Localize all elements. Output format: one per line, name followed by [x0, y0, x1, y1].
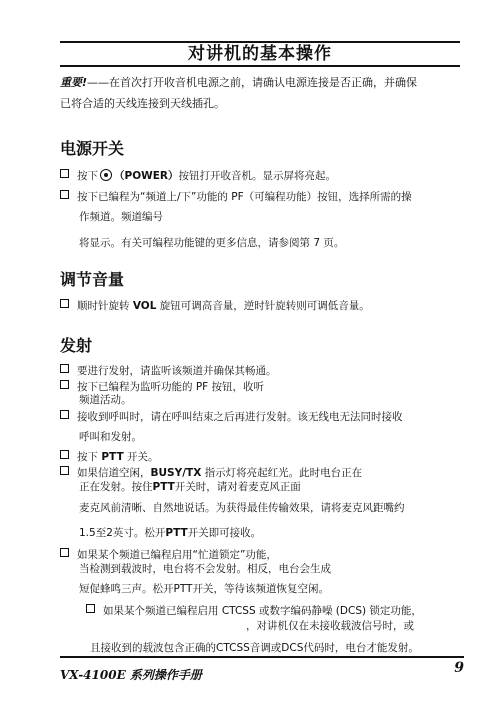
- page-footer: [60, 656, 464, 683]
- checkbox-bullet-icon: [60, 450, 69, 459]
- transmit-subitem-line2: ，对讲机仅在未接收载波信号时，或: [246, 620, 414, 632]
- busy-tx-label: BUSY/TX: [150, 467, 202, 479]
- ptt-label: PTT: [101, 451, 124, 463]
- transmit-item-1: [60, 364, 464, 378]
- ptt-label: PTT: [152, 481, 175, 493]
- page-title: 对讲机的基本操作: [188, 44, 332, 64]
- checkbox-bullet-icon: [60, 299, 69, 308]
- checkbox-bullet-icon: [60, 410, 69, 419]
- transmit-item4-pre: 按下: [77, 451, 102, 463]
- transmit-item6-line1: 如果某个频道已编程启用“忙道锁定”功能，: [77, 549, 277, 561]
- manual-title: VX-4100E 系列操作手册: [60, 668, 202, 682]
- section-heading-transmit: 发射: [60, 336, 93, 355]
- important-label: 重要!: [60, 76, 88, 89]
- transmit-item-2: [60, 380, 464, 394]
- checkbox-bullet-icon: [60, 190, 69, 199]
- power-button-icon: [100, 169, 112, 181]
- transmit-item-3: [60, 410, 464, 424]
- transmit-item-6: [60, 548, 464, 562]
- title-bottom-rule: [60, 65, 460, 67]
- power-item1-label: （POWER）: [114, 170, 179, 182]
- checkbox-bullet-icon: [86, 604, 95, 613]
- volume-item: [60, 299, 464, 313]
- transmit-item2-line1: 按下已编程为监听功能的 PF 按钮，收听: [77, 381, 265, 393]
- intro-paragraph: [60, 72, 464, 114]
- title-block: [60, 41, 460, 67]
- power-item-1: [60, 169, 464, 183]
- transmit-subitem: [86, 604, 464, 618]
- transmit-item5-line3: 麦克风前清晰、自然地说话。为获得最佳传输效果，请将麦克风距嘴约: [79, 502, 405, 514]
- transmit-item4-post: 开关。: [123, 451, 159, 463]
- transmit-item5-line4-pre: 1.5至2英寸。松开: [79, 527, 166, 539]
- transmit-item-4: [60, 450, 464, 464]
- transmit-item3-line2: 呼叫和发射。: [79, 431, 142, 443]
- transmit-item5-line4: [79, 526, 464, 540]
- transmit-item5-line4-post: 开关即可接收。: [187, 527, 262, 539]
- transmit-item6-line3: 短促蜂鸣三声。松开PTT开关，等待该频道恢复空闲。: [79, 583, 329, 595]
- power-item2-line3: 将显示。有关可编程功能键的更多信息，请参阅第 7 页。: [79, 237, 345, 249]
- transmit-item6-line2: 当检测到载波时，电台将不会发射。相反，电台会生成: [79, 563, 331, 575]
- transmit-item5-post: 指示灯将亮起红光。此时电台正在: [201, 467, 363, 479]
- transmit-subitem-line3: 且接收到的载波包含正确的CTCSS音调或DCS代码时，电台才能发射。: [90, 642, 419, 654]
- transmit-item3-line1: 接收到呼叫时，请在呼叫结束之后再进行发射。该无线电无法同时接收: [77, 411, 403, 423]
- checkbox-bullet-icon: [60, 169, 69, 178]
- intro-text-line2: 已将合适的天线连接到天线插孔。: [60, 97, 225, 110]
- transmit-item-5: [60, 466, 464, 480]
- transmit-item5-pre: 如果信道空闲，: [77, 467, 151, 479]
- checkbox-bullet-icon: [60, 364, 69, 373]
- transmit-item5-line2: [79, 480, 464, 494]
- volume-knob-label: VOL: [132, 300, 157, 312]
- power-item2-line2: 作频道。频道编号: [79, 211, 163, 223]
- intro-text-line1: ——在首次打开收音机电源之前，请确认电源连接是否正确，并确保: [87, 76, 418, 89]
- volume-item-post: 旋钮可调高音量，逆时针旋转则可调低音量。: [156, 300, 370, 312]
- power-item1-post: 按钮打开收音机。显示屏将亮起。: [178, 170, 336, 182]
- section-heading-power: 电源开关: [60, 139, 125, 158]
- power-item-2: [60, 190, 464, 204]
- transmit-item5-line2-post: 开关时，请对着麦克风正面: [174, 481, 301, 493]
- footer-rule: [60, 656, 464, 658]
- checkbox-bullet-icon: [60, 466, 69, 475]
- transmit-item2-line2: 频道活动。: [79, 394, 132, 406]
- transmit-subitem-line1: 如果某个频道已编程启用 CTCSS 或数字编码静噪 (DCS) 锁定功能，: [103, 605, 422, 617]
- power-item1-pre: 按下: [77, 170, 98, 182]
- page-number: 9: [454, 660, 464, 676]
- checkbox-bullet-icon: [60, 548, 69, 557]
- ptt-label: PTT: [165, 527, 188, 539]
- transmit-item1-text: 要进行发射，请监听该频道并确保其畅通。: [77, 365, 277, 377]
- power-item2-line1: 按下已编程为“频道上/下”功能的 PF（可编程功能）按钮，选择所需的操: [77, 191, 412, 203]
- volume-item-pre: 顺时针旋转: [77, 300, 133, 312]
- transmit-item5-line2-pre: 正在发射。按住: [79, 481, 153, 493]
- checkbox-bullet-icon: [60, 380, 69, 389]
- section-heading-volume: 调节音量: [60, 270, 125, 289]
